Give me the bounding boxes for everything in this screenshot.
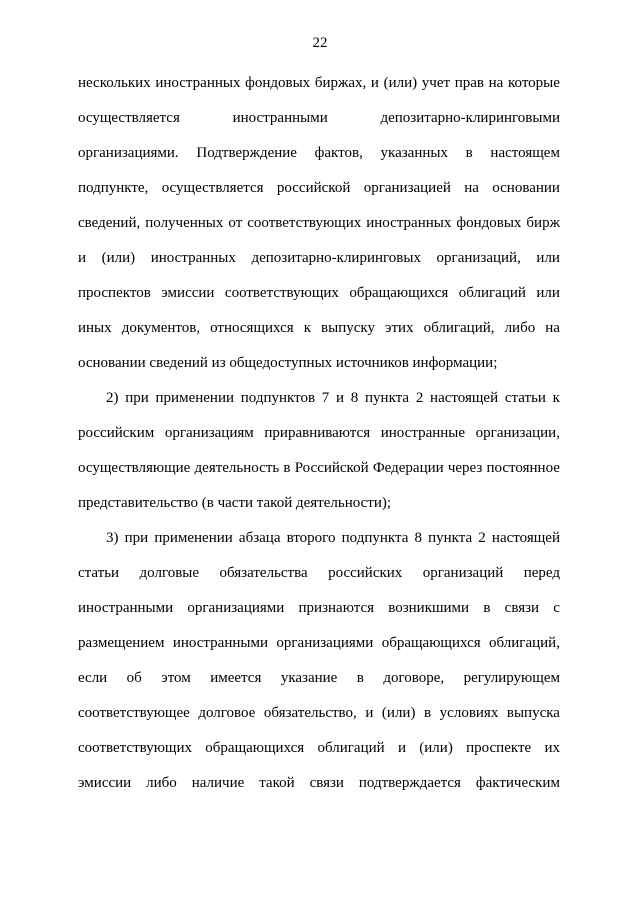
- word: 2: [478, 530, 486, 546]
- text-line: [78, 248, 560, 268]
- word: (или): [383, 75, 418, 91]
- word: организациями: [187, 600, 285, 616]
- word: документов,: [121, 320, 201, 336]
- text-line: [78, 773, 560, 793]
- word: наличие: [191, 775, 245, 791]
- word: 2): [106, 390, 119, 406]
- word: эмиссии: [78, 775, 132, 791]
- text-line: [78, 283, 560, 303]
- text-line: [78, 318, 560, 338]
- word: Российской: [294, 460, 369, 476]
- word: имеется: [210, 670, 262, 686]
- word: обращающихся: [349, 285, 449, 301]
- word: такой: [259, 775, 295, 791]
- word: иных: [78, 320, 112, 336]
- word: подпунктов: [240, 390, 316, 406]
- text-line: [78, 108, 560, 128]
- word: приравниваются: [264, 425, 371, 441]
- word: пункта: [428, 530, 473, 546]
- word: подпункте,: [78, 180, 149, 196]
- text-line: [78, 73, 560, 93]
- word: обязательство,: [263, 705, 357, 721]
- word: соответствующее: [78, 705, 190, 721]
- word: указание: [280, 670, 338, 686]
- word: депозитарно-клиринговых: [251, 250, 421, 266]
- word: к: [303, 320, 311, 336]
- word: обращающихся: [205, 740, 305, 756]
- word: или: [536, 285, 560, 301]
- word: на: [488, 75, 504, 91]
- word: осуществляется: [161, 180, 264, 196]
- word: этих: [385, 320, 414, 336]
- word: осуществляющие: [78, 460, 191, 476]
- word: выпуску: [321, 320, 375, 336]
- word: и: [78, 250, 87, 266]
- word: иностранных: [150, 250, 236, 266]
- text-line: [78, 423, 560, 443]
- word: организациям: [164, 425, 254, 441]
- word: облигаций,: [489, 635, 560, 651]
- word: настоящем: [490, 145, 560, 161]
- word: с: [553, 600, 560, 616]
- word: статьи: [504, 390, 546, 406]
- word: при: [124, 530, 149, 546]
- text-line: [78, 598, 560, 618]
- word: 2: [415, 390, 424, 406]
- word: связи: [504, 600, 540, 616]
- word: относящихся: [210, 320, 294, 336]
- word: применении: [155, 390, 235, 406]
- word: биржах,: [314, 75, 367, 91]
- word: (или): [381, 705, 416, 721]
- word: основании: [492, 180, 560, 196]
- word: осуществляется: [78, 110, 180, 126]
- word: применении: [154, 530, 233, 546]
- word: 8: [350, 390, 359, 406]
- word: (или): [419, 740, 453, 756]
- word: полученных: [145, 215, 224, 231]
- word: Федерации: [372, 460, 444, 476]
- text-line: [106, 528, 560, 548]
- word: соответствующих: [247, 215, 362, 231]
- word: облигаций,: [423, 320, 495, 336]
- text-line: [78, 178, 560, 198]
- word: организацией: [363, 180, 451, 196]
- word: пункта: [365, 390, 410, 406]
- text-line: [78, 668, 560, 688]
- word: эмиссии: [161, 285, 215, 301]
- word: организации,: [475, 425, 560, 441]
- text-line: представительство (в части такой деятельности);: [78, 495, 392, 511]
- word: подпункта: [341, 530, 409, 546]
- word: указанных: [380, 145, 448, 161]
- word: этом: [161, 670, 191, 686]
- text-line: [78, 458, 560, 478]
- text-line: [106, 388, 560, 408]
- word: нескольких: [78, 75, 151, 91]
- word: в: [283, 460, 291, 476]
- text-line: [78, 143, 560, 163]
- word: размещением: [78, 635, 165, 651]
- word: постоянное: [486, 460, 560, 476]
- word: фондовых: [456, 215, 522, 231]
- word: связи: [309, 775, 344, 791]
- word: выпуска: [506, 705, 560, 721]
- word: облигаций: [458, 285, 526, 301]
- word: от: [228, 215, 243, 231]
- page-number: 22: [312, 35, 328, 51]
- word: 3): [106, 530, 119, 546]
- word: либо: [504, 320, 536, 336]
- word: организациями: [276, 635, 374, 651]
- word: на: [545, 320, 560, 336]
- word: настоящей: [430, 390, 499, 406]
- word: иностранных: [366, 215, 452, 231]
- word: или: [536, 250, 560, 266]
- word: абзаца: [238, 530, 281, 546]
- word: перед: [523, 565, 560, 581]
- word: соответствующих: [78, 740, 192, 756]
- word: регулирующем: [463, 670, 560, 686]
- word: которые: [508, 75, 560, 91]
- text-line: [78, 213, 560, 233]
- word: облигаций: [317, 740, 385, 756]
- word: в: [424, 705, 432, 721]
- word: в: [356, 670, 364, 686]
- word: фактическим: [475, 775, 560, 791]
- word: 7: [321, 390, 330, 406]
- word: обращающихся: [381, 635, 481, 651]
- word: подтверждается: [358, 775, 461, 791]
- word: и: [336, 390, 345, 406]
- word: учет: [421, 75, 451, 91]
- word: возникшими: [388, 600, 470, 616]
- word: на: [464, 180, 479, 196]
- word: и: [370, 75, 379, 91]
- word: их: [544, 740, 560, 756]
- text-line: [78, 738, 560, 758]
- word: российских: [328, 565, 403, 581]
- word: об: [126, 670, 142, 686]
- word: обязательства: [219, 565, 308, 581]
- word: фактов,: [314, 145, 363, 161]
- text-line: [78, 633, 560, 653]
- word: в: [483, 600, 491, 616]
- word: проспекте: [466, 740, 532, 756]
- word: договоре,: [383, 670, 445, 686]
- word: долговые: [139, 565, 200, 581]
- word: если: [78, 670, 108, 686]
- word: Подтверждение: [196, 145, 297, 161]
- word: и: [397, 740, 406, 756]
- text-line: [78, 563, 560, 583]
- text-line: [78, 703, 560, 723]
- word: соответствующих: [224, 285, 339, 301]
- word: через: [447, 460, 483, 476]
- word: иностранные: [380, 425, 466, 441]
- word: в: [465, 145, 473, 161]
- word: фондовых: [245, 75, 311, 91]
- word: условиях: [439, 705, 499, 721]
- word: 8: [414, 530, 422, 546]
- word: деятельность: [194, 460, 280, 476]
- word: бирж: [526, 215, 560, 231]
- word: статьи: [78, 565, 120, 581]
- word: иностранных: [155, 75, 241, 91]
- word: при: [125, 390, 149, 406]
- word: депозитарно-клиринговыми: [380, 110, 560, 126]
- word: организациями.: [78, 145, 179, 161]
- word: либо: [146, 775, 177, 791]
- word: (или): [101, 250, 136, 266]
- word: иностранными: [172, 635, 268, 651]
- word: сведений,: [78, 215, 141, 231]
- word: иностранными: [232, 110, 328, 126]
- word: организаций,: [436, 250, 521, 266]
- word: прав: [454, 75, 484, 91]
- word: иностранными: [78, 600, 174, 616]
- word: организаций: [422, 565, 504, 581]
- word: к: [552, 390, 560, 406]
- word: признаются: [298, 600, 374, 616]
- word: долговое: [198, 705, 256, 721]
- word: проспектов: [78, 285, 151, 301]
- word: настоящей: [491, 530, 560, 546]
- word: российской: [276, 180, 351, 196]
- word: российским: [78, 425, 155, 441]
- word: второго: [286, 530, 336, 546]
- word: и: [365, 705, 374, 721]
- text-line: основании сведений из общедоступных источников информации;: [78, 355, 498, 371]
